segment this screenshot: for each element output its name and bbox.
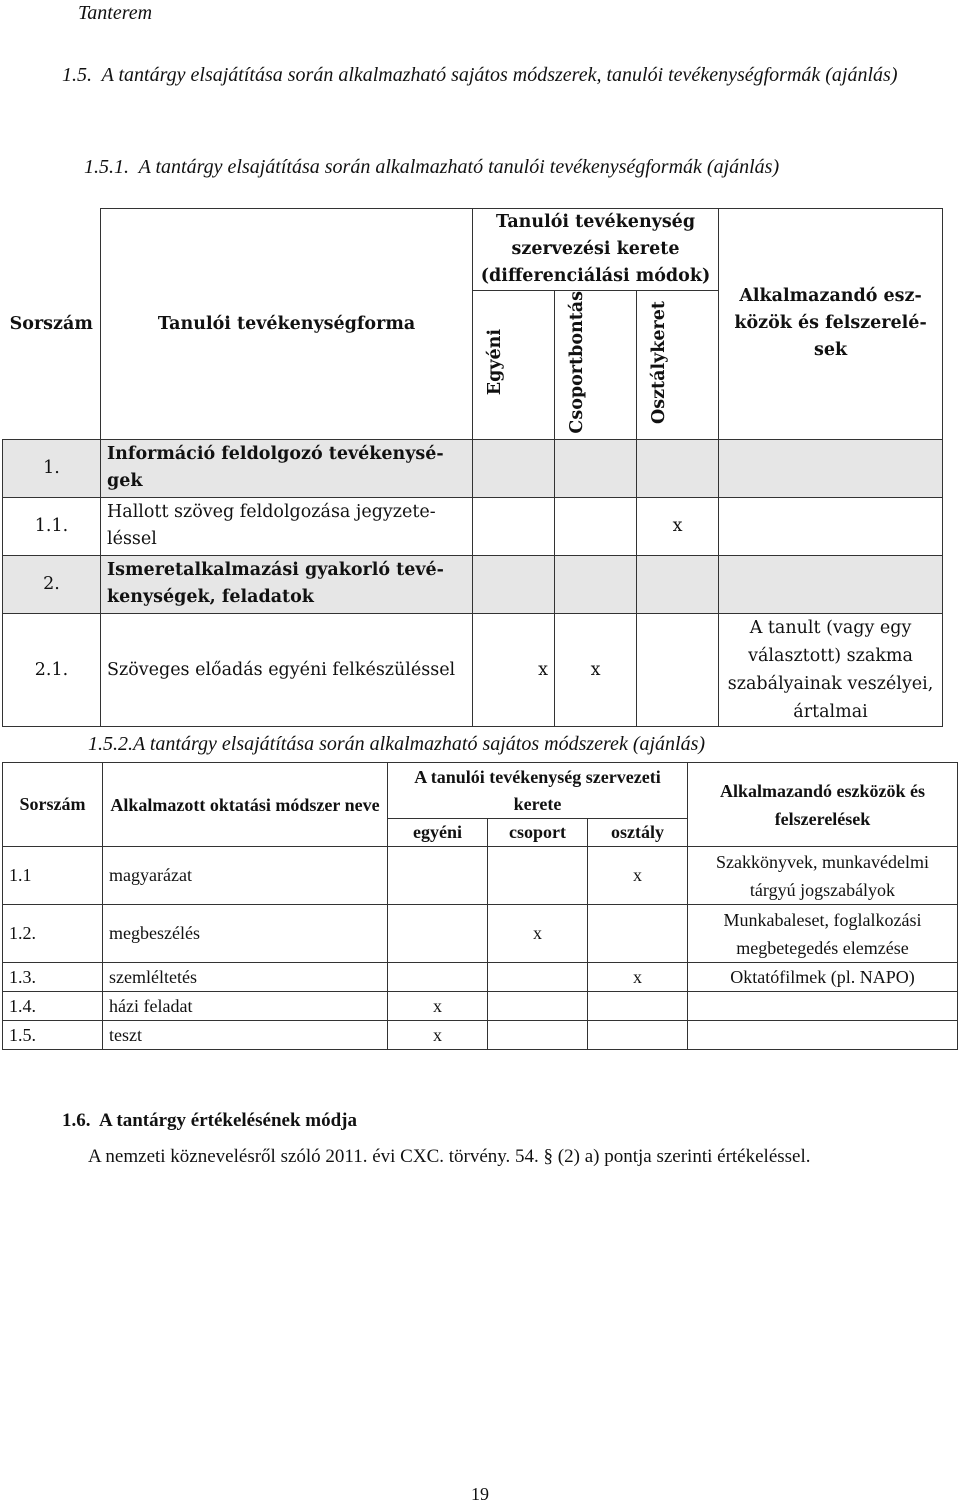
cell-group [555,555,637,613]
table-header-row [3,763,958,819]
header-sorszam: Sorszám [3,763,103,847]
cell-tools [688,992,958,1021]
cell-individual: x [388,1021,488,1050]
cell-group [555,497,637,555]
table-row [3,1021,958,1050]
cell-individual [473,497,555,555]
row-activity: Hallott szöveg feldolgozása jegyzeteléssel [101,497,473,555]
section-number: 1.6. [62,1110,91,1131]
cell-tools: Oktatófilmek (pl. NAPO) [688,963,958,992]
section-1-6-text: A nemzeti köznevelésről szóló 2011. évi CXC. törvény. 54. § (2) a) pontja szerinti értékeléssel. [88,1146,811,1167]
header-group: Csoportbontás [566,291,587,434]
cell-individual [388,905,488,963]
row-number: 2.1. [3,613,101,726]
cell-group [488,847,588,905]
cell-class [588,992,688,1021]
section-1-5-1-heading [84,152,954,183]
cell-individual [473,439,555,497]
row-method: magyarázat [103,847,388,905]
page-number: 19 [471,1484,489,1504]
cell-tools [688,1021,958,1050]
cell-class [588,905,688,963]
header-class: osztály [588,819,688,847]
section-1-5-heading [62,60,942,91]
section-number: 1.5. [62,64,92,86]
cell-class [588,1021,688,1050]
activity-forms-table [2,208,943,727]
cell-tools: A tanult (vagy egy választott) szakma szabályainak veszélyei, ártalmai [719,613,943,726]
table-row [3,613,943,726]
row-number: 1. [3,439,101,497]
table-row [3,992,958,1021]
header-method: Alkalmazott oktatási módszer neve [103,763,388,847]
cell-group: x [488,905,588,963]
cell-individual [388,847,488,905]
cell-tools: Szakkönyvek, munkavédelmi tárgyú jogszabályok [688,847,958,905]
cell-group: x [555,613,637,726]
row-method: házi feladat [103,992,388,1021]
header-organisation-frame: A tanulói tevékenység szervezeti kerete [388,763,688,819]
header-tools: Alkalmazandó eszközök és felszerelések [719,209,943,440]
header-class: Osztálykeret [648,300,669,424]
header-group: csoport [488,819,588,847]
methods-table [2,762,958,1050]
cell-individual: x [473,613,555,726]
header-organisation-frame: Tanulói tevékenység szervezési kerete (differenciálási módok) [473,209,719,291]
row-number: 1.2. [3,905,103,963]
cell-class [637,555,719,613]
section-1-6-heading [62,1110,357,1132]
cell-tools [719,439,943,497]
cell-individual [473,555,555,613]
table-row [3,497,943,555]
row-method: megbeszélés [103,905,388,963]
cell-class: x [588,847,688,905]
cell-class: x [637,497,719,555]
row-activity: Ismeretalkalmazási gyakorló tevékenységek, feladatok [101,555,473,613]
table-row [3,847,958,905]
row-number: 1.3. [3,963,103,992]
section-number: 1.5.1. [84,156,129,178]
section-title: A tantárgy elsajátítása során alkalmazható sajátos módszerek, tanulói tevékenységformák (ajánlás) [101,64,898,86]
row-method: teszt [103,1021,388,1050]
cell-group [488,992,588,1021]
header-activity-form: Tanulói tevékenységforma [101,209,473,440]
row-number: 1.5. [3,1021,103,1050]
cell-individual: x [388,992,488,1021]
cell-class: x [588,963,688,992]
section-title: A tantárgy értékelésének módja [98,1110,357,1131]
cell-class [637,439,719,497]
header-tools: Alkalmazandó eszközök és felszerelések [688,763,958,847]
cell-group [488,963,588,992]
header-individual: Egyéni [484,329,505,396]
table-row [3,555,943,613]
row-activity: Szöveges előadás egyéni felkészüléssel [101,613,473,726]
table-row [3,905,958,963]
row-number: 1.1 [3,847,103,905]
cell-tools [719,497,943,555]
table-row [3,963,958,992]
cell-group [555,439,637,497]
cell-tools [719,555,943,613]
cell-tools: Munkabaleset, foglalkozási megbetegedés elemzése [688,905,958,963]
section-1-5-2-heading: 1.5.2.A tantárgy elsajátítása során alkalmazható sajátos módszerek (ajánlás) [88,733,706,755]
header-individual: egyéni [388,819,488,847]
cell-group [488,1021,588,1050]
row-number: 1.4. [3,992,103,1021]
row-activity: Információ feldolgozó tevékenységek [101,439,473,497]
running-header: Tanterem [78,2,153,24]
cell-individual [388,963,488,992]
header-sorszam: Sorszám [3,209,101,440]
section-title: A tantárgy elsajátítása során alkalmazható tanulói tevékenységformák (ajánlás) [138,156,780,178]
table-row [3,439,943,497]
row-number: 2. [3,555,101,613]
row-number: 1.1. [3,497,101,555]
cell-class [637,613,719,726]
table-header-row [3,209,943,291]
row-method: szemléltetés [103,963,388,992]
